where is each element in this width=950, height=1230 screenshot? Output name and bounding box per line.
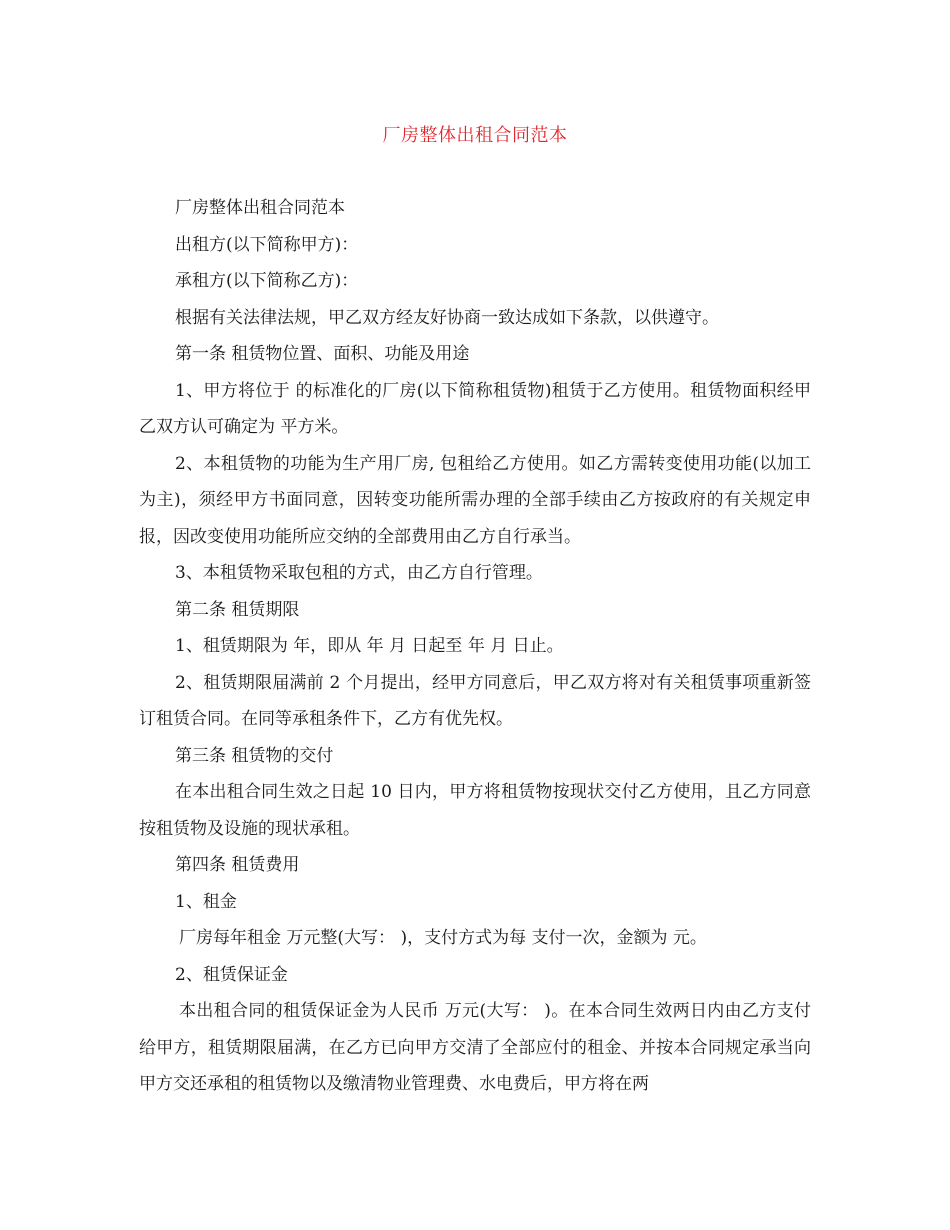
paragraph: 在本出租合同生效之日起 10 日内，甲方将租赁物按现状交付乙方使用，且乙方同意按租赁物及设施的现状承租。 bbox=[139, 782, 811, 839]
document-title: 厂房整体出租合同范本 bbox=[382, 125, 568, 146]
paragraph: 厂房每年租金 万元整(大写： )，支付方式为每 支付一次，金额为 元。 bbox=[179, 928, 707, 948]
section-heading: 第二条 租赁期限 bbox=[175, 599, 300, 620]
paragraph: 2、本租赁物的功能为生产用厂房, 包租给乙方使用。如乙方需转变使用功能(以加工为主)，须经甲方书面同意，因转变功能所需办理的全部手续由乙方按政府的有关规定申报，因改变使用功能所应交纳的全部费用由乙方自行承当。 bbox=[139, 453, 811, 547]
paragraph: 1、租赁期限为 年，即从 年 月 日起至 年 月 日止。 bbox=[175, 636, 564, 656]
section-heading: 第一条 租赁物位置、面积、功能及用途 bbox=[175, 344, 470, 364]
paragraph: 1、租金 bbox=[175, 891, 237, 912]
paragraph: 本出租合同的租赁保证金为人民币 万元(大写： )。在本合同生效两日内由乙方支付给甲方，租赁期限届满，在乙方已向甲方交清了全部应付的租金、并按本合同规定承当向甲方交还承租的租赁物以及缴清物业管理费、水电费后，甲方将在两 bbox=[139, 1001, 811, 1094]
paragraph: 2、租赁期限届满前 2 个月提出，经甲方同意后，甲乙双方将对有关租赁事项重新签订租赁合同。在同等承租条件下，乙方有优先权。 bbox=[139, 672, 811, 729]
document-body bbox=[139, 190, 811, 1103]
section-heading: 第四条 租赁费用 bbox=[175, 855, 300, 875]
paragraph: 3、本租赁物采取包租的方式，由乙方自行管理。 bbox=[175, 563, 543, 583]
paragraph: 承租方(以下简称乙方)： bbox=[175, 271, 359, 291]
paragraph: 根据有关法律法规，甲乙双方经友好协商一致达成如下条款，以供遵守。 bbox=[175, 307, 719, 328]
paragraph: 厂房整体出租合同范本 bbox=[175, 198, 345, 218]
section-heading: 第三条 租赁物的交付 bbox=[175, 745, 334, 766]
paragraph: 2、租赁保证金 bbox=[175, 964, 288, 985]
paragraph: 1、甲方将位于 的标准化的厂房(以下简称租赁物)租赁于乙方使用。租赁物面积经甲乙双方认可确定为 平方米。 bbox=[139, 380, 811, 437]
paragraph: 出租方(以下简称甲方)： bbox=[175, 234, 359, 255]
